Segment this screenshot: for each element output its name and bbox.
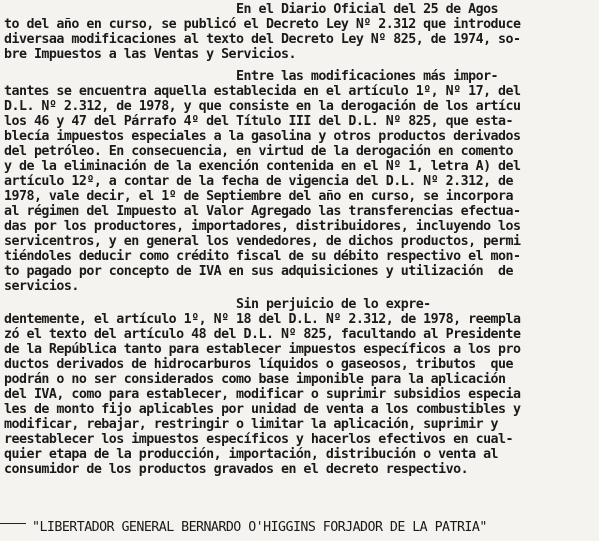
text-line: quier etapa de la producción, importación, distribución o venta al bbox=[4, 447, 499, 462]
text-line: tiéndoles deducir como crédito fiscal de su débito respectivo el mon- bbox=[4, 249, 521, 264]
text-line: das por los productores, importadores, distribuidores, incluyendo los bbox=[4, 219, 521, 234]
text-line: del petróleo. En consecuencia, en virtud de la derogación en comento bbox=[4, 144, 514, 159]
text-line: En el Diario Oficial del 25 de Agos bbox=[4, 2, 499, 17]
text-line: dentemente, el artículo 1º, Nº 18 del D.L. Nº 2.312, de 1978, reempla bbox=[4, 312, 521, 327]
text-line: artículo 12º, a contar de la fecha de vigencia del D.L. Nº 2.312, de bbox=[4, 174, 514, 189]
text-line: D.L. Nº 2.312, de 1978, y que consiste en la derogación de los artícu bbox=[4, 99, 521, 114]
text-line: 1978, vale decir, el 1º de Septiembre del año en curso, se incorpora bbox=[4, 189, 514, 204]
text-line: al régimen del Impuesto al Valor Agregado las transferencias efectua- bbox=[4, 204, 521, 219]
text-line: bre Impuestos a las Ventas y Servicios. bbox=[4, 47, 296, 62]
footer-motto: "LIBERTADOR GENERAL BERNARDO O'HIGGINS FORJADOR DE LA PATRIA" bbox=[32, 520, 487, 535]
text-line: consumidor de los productos gravados en el decreto respectivo. bbox=[4, 462, 469, 477]
text-line: blecía impuestos especiales a la gasolina y otros productos derivados bbox=[4, 129, 521, 144]
text-line: Sin perjuicio de lo expre- bbox=[4, 297, 431, 312]
text-line: y de la eliminación de la exención contenida en el Nº 1, letra A) del bbox=[4, 159, 521, 174]
text-line: diversaa modificaciones al texto del Decreto Ley Nº 825, de 1974, so- bbox=[4, 32, 521, 47]
text-line: servicios. bbox=[4, 279, 79, 294]
text-line: reestablecer los impuestos específicos y hacerlos efectivos en cual- bbox=[4, 432, 514, 447]
text-line: podrán o no ser considerados como base imponible para la aplicación bbox=[4, 372, 506, 387]
text-line: servicentros, y en general los vendedores, de dichos productos, permi bbox=[4, 234, 521, 249]
text-line: tantes se encuentra aquella establecida en el artículo 1º, Nº 17, del bbox=[4, 84, 521, 99]
text-line: de la República tanto para establecer impuestos específicos a los pro bbox=[4, 342, 521, 357]
text-line: to del año en curso, se publicó el Decreto Ley Nº 2.312 que introduce bbox=[4, 17, 521, 32]
text-line: modificar, rebajar, restringir o limitar la aplicación, suprimir y bbox=[4, 417, 499, 432]
text-line: les de monto fijo aplicables por unidad de venta a los combustibles y bbox=[4, 402, 521, 417]
text-line: zó el texto del artículo 48 del D.L. Nº 825, facultando al Presidente bbox=[4, 327, 521, 342]
text-line: Entre las modificaciones más impor- bbox=[4, 69, 499, 84]
text-line: to pagado por concepto de IVA en sus adquisiciones y utilización de bbox=[4, 264, 514, 279]
text-line: del IVA, como para establecer, modificar o suprimir subsidios especia bbox=[4, 387, 521, 402]
text-line: los 46 y 47 del Párrafo 4º del Título III del D.L. Nº 825, que esta- bbox=[4, 114, 514, 129]
text-line: ductos derivados de hidrocarburos líquidos o gaseosos, tributos que bbox=[4, 357, 514, 372]
footer-rule bbox=[0, 523, 26, 524]
